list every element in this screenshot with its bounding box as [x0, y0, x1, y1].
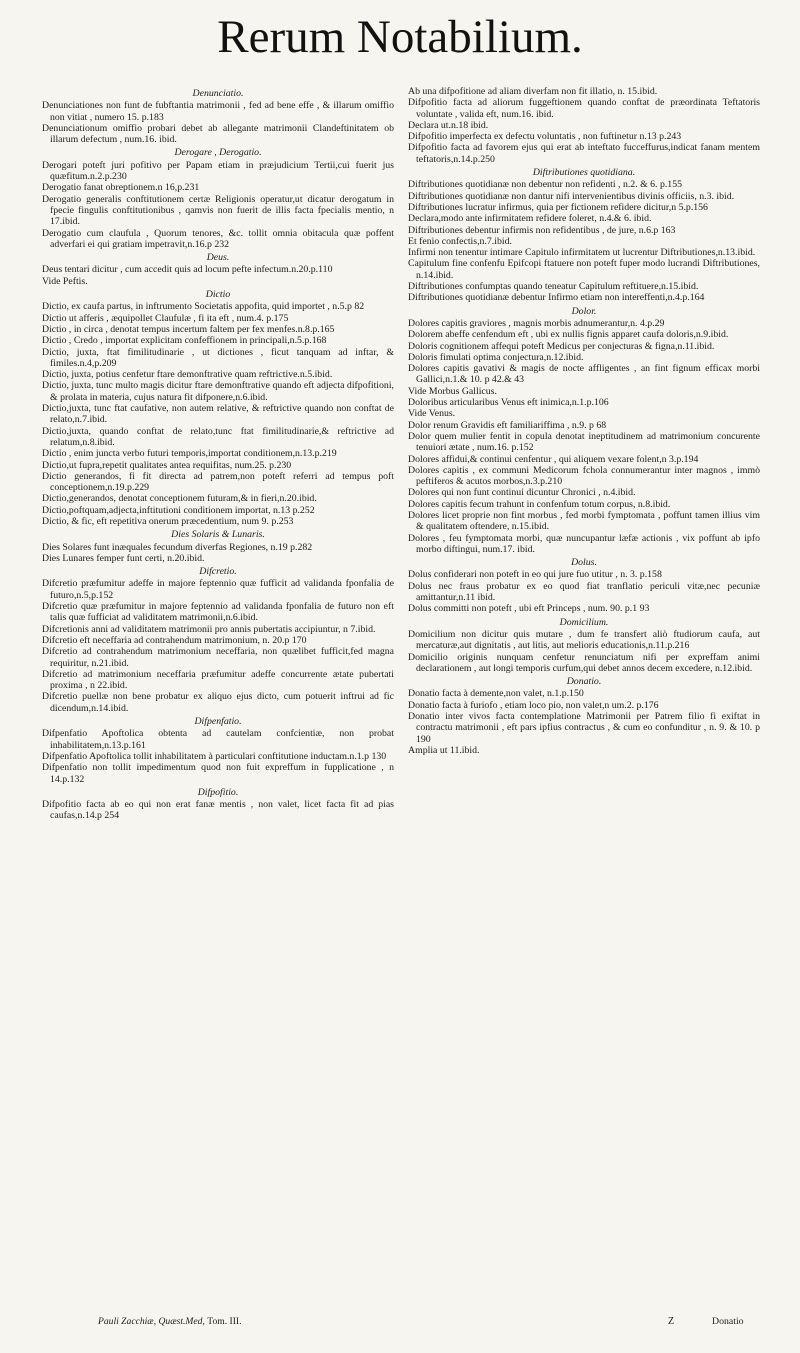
index-entry: Ab una difpofitione ad aliam diverfam non fit illatio, n. 15.ibid. [408, 86, 658, 97]
index-entry: Difcretio ad matrimonium neceffaria præfumitur adeffe concurrente ætate pubertati proxima , n 22.ibid. [42, 668, 394, 692]
index-entry: Capitulum fine confenfu Epifcopi ftatuere non poteft fuper modo lucrandi Diftributiones, n.14.ibid. [408, 258, 760, 281]
index-entry: Difcretio præfumitur adeffe in majore feptennio quæ fufficit ad validanda fponfalia de futuro,n.5,p.152 [42, 578, 394, 601]
index-entry: Amplia ut 11.ibid. [408, 744, 480, 756]
index-entry: Dies Lunares femper funt certi, n.20.ibid. [42, 552, 205, 564]
index-entry: Diftributiones confumptas quando teneatur Capitulum reftituere,n.15.ibid. [408, 281, 699, 293]
index-entry: Difpofitio facta ad favorem ejus qui erat ab inteftato fucceffurus,indicat fanam mentem teftatoris,n.14.p.250 [408, 142, 760, 165]
index-entry: Declara,modo ante infirmitatem refidere foleret, n.4.& 6. ibid. [408, 213, 652, 225]
index-entry: Dolores , feu fymptomata morbi, quæ nuncupantur læfæ actionis , vix poffunt ab ipfo morbo diftingui, num.17. ibid. [408, 532, 760, 555]
section-heading: Denunciatio. [192, 88, 244, 99]
index-entry: Dolores capitis gavativi & magis de nocte affligentes , an fint fignum efficax morbi Gallici,n.1.& 10. p 42.& 43 [408, 363, 760, 386]
index-entry: Difpenfatio Apoftolica obtenta ad cautelam confcientiæ, non probat inhabilitatem,n.13.p.161 [42, 728, 394, 751]
index-entry: Dolus committi non poteft , ubi eft Princeps , num. 90. p.1 93 [408, 603, 650, 615]
index-entry: Doloribus articularibus Venus eft inimica,n.1.p.106 [408, 397, 609, 409]
index-entry: Donatio inter vivos facta contemplatione Matrimonii per Patrem filio fi exiftat in contractu matrimonii , eft pars ipfius contractus , & cum eo confunditur , n. 9. & 10. p 190 [408, 711, 760, 745]
section-heading: Diftributiones quotidiana. [532, 167, 636, 179]
section-heading: Difpenfatio. [194, 716, 242, 728]
index-entry: Diftributiones quotidianæ debentur Infirmo etiam non intereffenti,n.4.p.164 [408, 292, 705, 304]
index-entry: Denunciationum omiffio probari debet ab allegante matrimonii Clandeftinitatem ob illarum defectum , num.16. ibid. [42, 122, 394, 146]
index-entry: Difpenfatio non tollit impedimentum quod non fuit expreffum in fupplicatione , n 14.p.132 [42, 762, 394, 785]
index-entry: Difpofitio facta ad aliorum fuggeftionem quando conftat de præordinata Teftatoris voluntate , valida eft, num.16. ibid. [408, 97, 760, 120]
index-entry: Dolor quem mulier fentit in copula denotat ineptitudinem ad matrimonium concurente tenuiori ætate , num.16. p.152 [408, 430, 760, 454]
section-heading: Deus. [206, 252, 230, 264]
index-entry: Diftributiones quotidianæ non debentur non refidenti , n.2. & 6. p.155 [408, 179, 683, 191]
section-heading: Dolor. [571, 305, 597, 317]
signature-tome: Tom. III. [207, 1316, 242, 1327]
section-heading: Dolus. [571, 557, 597, 569]
index-entry: Vide Morbus Gallicus. [408, 385, 497, 397]
index-entry: Dolores affidui,& continui cenfentur , qui aliquem vexare folent,n 3.p.194 [408, 453, 699, 465]
index-entry: Dictio , enim juncta verbo futuri temporis,importat conditionem,n.13.p.219 [42, 448, 337, 460]
index-entry: Vide Venus. [408, 408, 456, 420]
index-entry: Derogatio cum claufula , Quorum tenores, &c. tollit omnia obitacula quæ poffent adverfari ei qui gratiam impetravit,n.16.p 232 [42, 227, 394, 250]
index-entry: Donatio facta à demente,non valet, n.1.p.150 [408, 688, 584, 700]
index-entry: Vide Peftis. [42, 275, 88, 287]
section-heading: Dictio [205, 289, 231, 301]
index-entry: Domicilio originis nunquam cenfetur renunciatum nifi per expreffam animi declarationem , aut longi temporis curfum,qui debet annos decem excedere, n.12.ibid. [408, 651, 760, 674]
index-entry: Difpofitio facta ab eo qui non erat fanæ mentis , non valet, licet facta fit ad pias caufas,n.14.p 254 [42, 799, 394, 822]
index-entry: Dictio, & fic, eft repetitiva onerum præcedentium, num 9. p.253 [42, 515, 294, 527]
index-entry: Diftributiones lucratur infirmus, quia per fictionem refidere dicitur,n 5.p.156 [408, 201, 708, 213]
section-heading: Donatio. [566, 676, 602, 688]
index-entry: Difpofitio imperfecta ex defectu voluntatis , non fuftinetur n.13 p.243 [408, 131, 682, 143]
index-entry: Dolores qui non funt continui dicuntur Chronici , n.4.ibid. [408, 487, 636, 499]
catchword: Donatio [712, 1316, 744, 1327]
index-entry: Dolor renum Gravidis eft familiariffima , n.9. p 68 [408, 419, 607, 431]
index-entry: Dolores capitis graviores , magnis morbis adnumerantur,n. 4.p.29 [408, 317, 665, 329]
index-entry: Dictio, juxta, ftat fimilitudinarie , ut dictiones , ficut tanquam ad inftar, & fimiles.n.4,p.209 [42, 346, 394, 369]
index-entry: Dictio,juxta, tunc ftat caufative, non autem relative, & reftrictive quando non conftat de relato,n.7.ibid. [42, 403, 394, 426]
index-entry: Derogari poteft juri pofitivo per Papam etiam in præjudicium Tertii,cui fuerit jus quæfitum.n.2.p.230 [42, 159, 394, 183]
index-entry: Difcretio quæ præfumitur in majore feptennio ad validanda fponfalia de futuro non eft talis quæ fufficiat ad validitatem matrimonii,n.6.ibid. [42, 601, 394, 624]
index-entry: Dolus nec fraus probatur ex eo quod fiat tranflatio periculi vitæ,nec pecuniæ amittantur,n.11 ibid. [408, 580, 760, 604]
index-entry: Difcretionis anni ad validitatem matrimonii pro annis pubertatis accipiuntur, n 7.ibid. [42, 623, 376, 635]
section-heading: Difcretio. [199, 566, 237, 578]
index-entry: Dictio, juxta, tunc multo magis dicitur ftare demonftrative quando eft adjecta difpofitioni, & prolata in materia, cujus natura fit difponere,n.6.ibid. [42, 380, 394, 403]
index-column-right [408, 86, 760, 1326]
index-entry: Dictio,generandos, denotat conceptionem futuram,& in fieri,n.20.ibid. [42, 493, 317, 505]
index-entry: Doloris cognitionem affequi poteft Medicus per conjecturas & figna,n.11.ibid. [408, 340, 715, 352]
index-entry: Dolores licet proprie non fint morbus , fed morbi fymptomata , poffunt tamen illius vim & qualitatem oftendere, n.15.ibid. [408, 509, 760, 533]
index-entry: Dictio , in circa , denotat tempus incertum faltem per fex menfes.n.8.p.165 [42, 323, 335, 335]
section-heading: Domicilium. [559, 616, 609, 628]
index-column-left [42, 86, 394, 1326]
index-entry: Difcretio puellæ non bene probatur ex aliquo ejus dicto, cum potuerit inftrui ad fic dicendum,n.14.ibid. [42, 691, 394, 714]
index-entry: Dictio, ex caufa partus, in inftrumento Societatis appofita, quid importet , n.5.p 82 [42, 301, 365, 313]
gathering-signature-letter: Z [668, 1316, 675, 1327]
index-entry: Dictio ut afferis , æquipollet Claufulæ , fi ita eft , num.4. p.175 [42, 312, 289, 324]
index-entry: Diftributiones quotidianæ non dantur nifi intervenientibus divinis officiis, n.3. ibid. [408, 190, 735, 202]
page-signature [98, 1316, 242, 1327]
index-entry: Doloris fimulati optima conjectura,n.12.ibid. [408, 351, 584, 363]
index-entry: Difpenfatio Apoftolica tollit inhabilitatem à particulari conftitutione inductam.n.1.p 130 [42, 750, 387, 762]
index-entry: Infirmi non tenentur intimare Capitulo infirmitatem ut lucrentur Diftributiones,n.13.ibid. [408, 247, 756, 259]
running-title: Rerum Notabilium. [217, 11, 583, 63]
section-heading: Derogare , Derogatio. [174, 147, 262, 159]
index-entry: Dolores capitis , ex communi Medicorum fchola connumerantur inter magnos , immò peftiferos & acutos morbos,n.3.p.210 [408, 464, 760, 488]
index-entry: Derogatio fanat obreptionem.n 16,p.231 [42, 182, 200, 194]
index-entry: Dictio,juxta, quando conftat de relato,tunc ftat fimilitudinarie,& reftrictive ad relatum,n.8.ibid. [42, 425, 394, 448]
index-entry: Diftributiones debentur infirmis non refidentibus , de jure, n.6.p 163 [408, 224, 676, 236]
index-entry: Dolores capitis fecum trahunt in confenfum totum corpus, n.8.ibid. [408, 498, 671, 510]
section-heading: Dies Solaris & Lunaris. [171, 529, 265, 541]
index-entry: Dies Solares funt inæquales fecundum diverfas Regiones, n.19 p.282 [42, 541, 313, 553]
index-entry: Dictio,ut fupra,repetit qualitates antea requifitas, num.25. p.230 [42, 459, 292, 471]
index-entry: Et fenio confectis,n.7.ibid. [408, 235, 512, 247]
signature-author: Pauli Zacchiæ, Quæst.Med, [98, 1316, 205, 1327]
index-entry: Dictio , Credo , importat explicitam confeffionem in principali,n.5.p.168 [42, 335, 327, 347]
index-entry: Dictio generandos, fi fit directa ad patrem,non poteft referri ad tempus poft conceptionem,n.19.p.229 [42, 470, 394, 494]
index-entry: Donatio facta à furiofo , etiam loco pio, non valet,n um.2. p.176 [408, 699, 659, 711]
index-entry: Difcretio eft neceffaria ad contrahendum matrimonium, n. 20.p 170 [42, 634, 307, 646]
index-entry: Domicilium non dicitur quis mutare , dum fe transfert aliò ftudiorum caufa, aut mercaturæ,aut dignitatis , aut litis, aut melioris educationis,n.11.p.216 [408, 628, 760, 652]
index-entry: Deus tentari dicitur , cum accedit quis ad locum pefte infectum.n.20.p.110 [42, 264, 333, 276]
section-heading: Difpofitio. [197, 786, 239, 798]
index-entry: Dictio,poftquam,adjecta,inftitutioni conditionem importat, n.13 p.252 [42, 504, 315, 516]
index-entry: Difcretio ad contrahendum matrimonium neceffaria, non quælibet fufficit,fed magna requiritur, n.21.ibid. [42, 646, 394, 669]
index-entry: Dolus confiderari non poteft in eo qui jure fuo utitur , n. 3. p.158 [408, 569, 662, 581]
index-entry: Declara ut.n.18 ibid. [408, 119, 489, 131]
index-entry: Dictio, juxta, potius cenfetur ftare demonftrative quam reftrictive.n.5.ibid. [42, 369, 333, 381]
index-entry: Derogatio generalis conftitutionem certæ Religionis operatur,ut dicatur derogatum in fpecie fingulis conftitutionibus , qamvis non fuerit de illis facta fpecialis mentio, n 17.ibid. [42, 193, 394, 228]
index-entry: Dolorem abeffe cenfendum eft , ubi ex nullis fignis apparet caufa doloris,n.9.ibid. [408, 329, 729, 341]
index-entry: Denunciationes non funt de fubftantia matrimonii , fed ad bene effe , & illarum omiffio non vitiat , numero 15. p.183 [42, 100, 394, 123]
